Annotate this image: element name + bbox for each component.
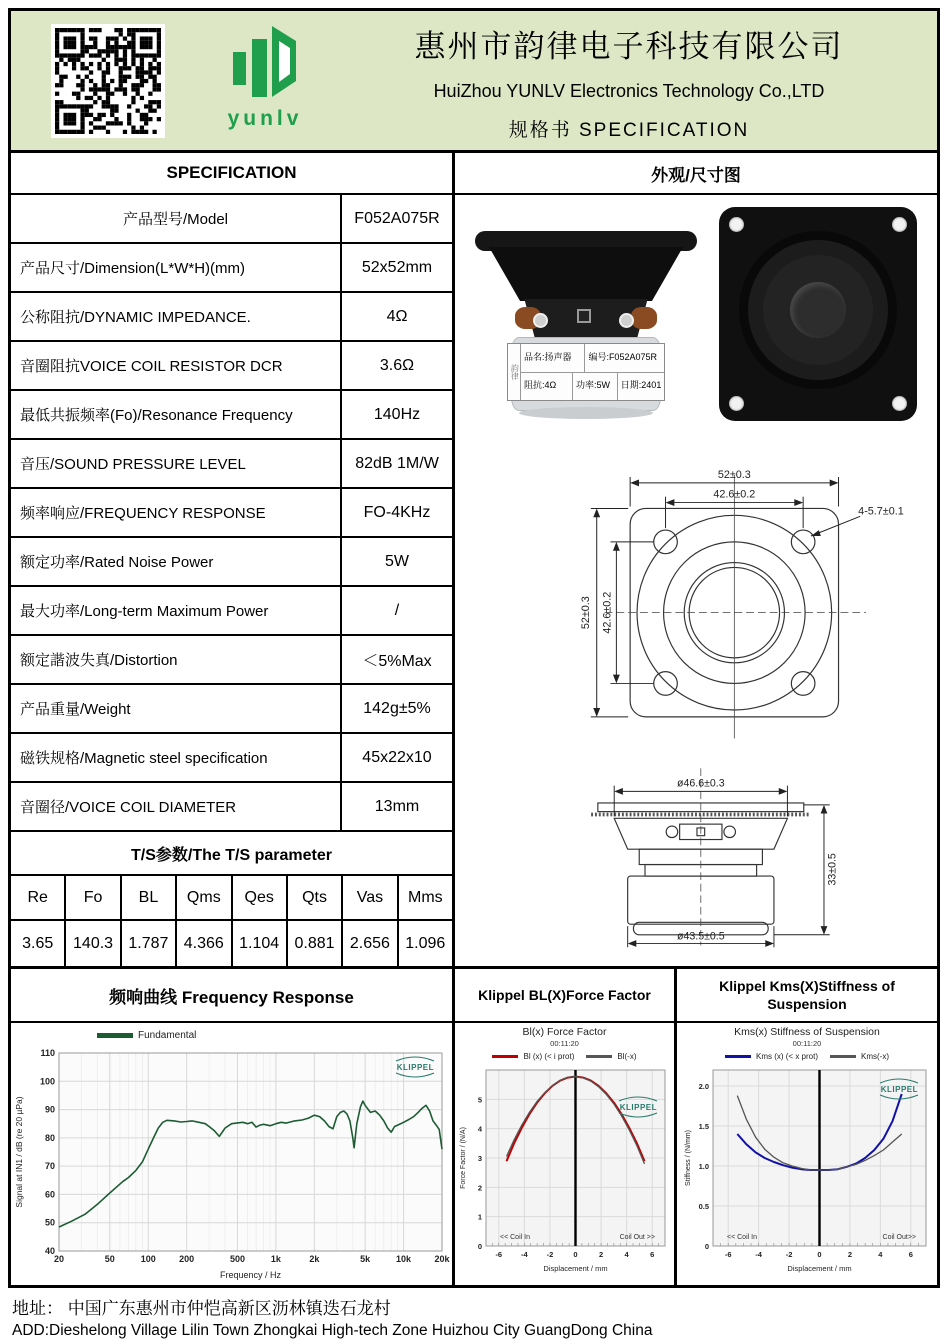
table-row <box>11 342 452 391</box>
front-view-photo <box>717 203 921 425</box>
legend-item <box>492 1052 574 1061</box>
legend-label: Kms (x) (< x prot) <box>755 1051 818 1061</box>
svg-text:4: 4 <box>877 1250 882 1259</box>
legend-label: Bl(-x) <box>617 1051 637 1061</box>
spec-row-label: 产品型号/Model <box>11 195 342 242</box>
company-logo <box>207 23 323 145</box>
chart-legend <box>725 1050 889 1062</box>
company-name-en: HuiZhou YUNLV Electronics Technology Co.,LTD <box>433 81 825 101</box>
spec-row-value: 140Hz <box>373 405 421 423</box>
frequency-response-chart <box>11 1023 455 1288</box>
spec-row-label: 音圈径/VOICE COIL DIAMETER <box>11 783 342 830</box>
spec-row-label: 产品尺寸/Dimension(L*W*H)(mm) <box>11 244 342 291</box>
dim-side-bottom-diameter: ø43.5±0.5 <box>677 930 725 943</box>
spec-row-value: FO-4KHz <box>363 503 431 521</box>
svg-text:Displacement / mm: Displacement / mm <box>543 1264 608 1273</box>
spec-row-value: 4Ω <box>386 307 408 325</box>
spec-row-value: 82dB 1M/W <box>355 454 439 472</box>
company-name-cn: 惠州市韵律电子科技有限公司 <box>414 29 844 64</box>
svg-text:<< Coil In: << Coil In <box>500 1234 530 1241</box>
label-table <box>521 344 664 400</box>
kms-stiffness-title: Klippel Kms(X)Stiffness of Suspension <box>719 977 895 1012</box>
svg-text:-2: -2 <box>546 1250 554 1259</box>
qr-code <box>51 24 165 138</box>
table-row <box>11 783 452 832</box>
svg-text:-6: -6 <box>495 1250 503 1259</box>
frequency-response-canvas <box>13 1043 450 1281</box>
ts-header-row <box>11 876 452 921</box>
specification-table <box>11 153 455 966</box>
svg-text:KLIPPEL: KLIPPEL <box>880 1085 918 1094</box>
svg-text:0: 0 <box>816 1250 822 1259</box>
screw-hole <box>729 217 744 232</box>
legend-label: Bl (x) (< i prot) <box>523 1051 575 1061</box>
ts-header: Qts <box>288 876 343 919</box>
ts-header: Vas <box>343 876 398 919</box>
svg-text:0: 0 <box>704 1242 709 1251</box>
main-area <box>11 153 937 966</box>
legend-swatch <box>830 1055 856 1058</box>
legend-item <box>725 1052 818 1061</box>
logo-wordmark: yunlv <box>227 107 303 130</box>
svg-text:50: 50 <box>104 1254 115 1264</box>
legend-swatch <box>725 1055 751 1058</box>
table-row <box>11 489 452 538</box>
speaker-dust-cap <box>790 282 846 338</box>
svg-text:Coil Out>>: Coil Out>> <box>882 1234 916 1241</box>
svg-text:-4: -4 <box>754 1250 762 1259</box>
charts-section <box>11 966 937 1288</box>
label-brand: 韵律 <box>508 344 521 400</box>
table-row <box>11 391 452 440</box>
label-code: 编号:F052A075R <box>588 351 657 362</box>
svg-text:1.5: 1.5 <box>698 1122 709 1131</box>
kms-chart-canvas <box>681 1062 934 1274</box>
ts-value: 0.881 <box>288 921 343 966</box>
svg-text:Displacement / mm: Displacement / mm <box>786 1264 852 1273</box>
label-row <box>521 373 664 401</box>
legend-label: Fundamental <box>138 1029 197 1041</box>
ts-value-row <box>11 921 452 966</box>
charts-body-row <box>11 1023 937 1288</box>
terminal-lug <box>533 313 548 328</box>
dim-overall-height: 52±0.3 <box>579 596 592 630</box>
legend-swatch <box>97 1033 133 1038</box>
ts-header: Re <box>11 876 66 919</box>
side-view-photo <box>471 203 703 431</box>
ts-value: 140.3 <box>66 921 121 966</box>
svg-text:110: 110 <box>40 1048 55 1058</box>
spec-row-label: 公称阻抗/DYNAMIC IMPEDANCE. <box>11 293 342 340</box>
svg-text:Coil Out >>: Coil Out >> <box>619 1234 655 1241</box>
address-en: ADD:Dieshelong Village Lilin Town Zhongkai High-tech Zone Huizhou City GuangDong China <box>12 1322 653 1339</box>
spec-row-label: 音圈阻抗VOICE COIL RESISTOR DCR <box>11 342 342 389</box>
spec-row-value: / <box>394 601 400 619</box>
label-date: 日期:2401 <box>620 380 662 391</box>
spec-row-label: 额定諧波失真/Distortion <box>11 636 342 683</box>
svg-text:6: 6 <box>908 1250 913 1259</box>
label-impedance: 阻抗:4Ω <box>521 373 573 401</box>
product-label <box>507 343 665 401</box>
document-frame <box>8 8 940 1288</box>
dim-hole-spacing-v: 42.6±0.2 <box>601 591 614 634</box>
svg-text:2.0: 2.0 <box>698 1082 709 1091</box>
svg-text:100: 100 <box>140 1254 156 1264</box>
legend-label: Kms(-x) <box>861 1051 889 1061</box>
svg-text:2: 2 <box>847 1250 852 1259</box>
svg-text:20: 20 <box>53 1254 65 1264</box>
speaker-bottom-plate <box>519 407 653 419</box>
table-row <box>11 244 452 293</box>
legend-item <box>586 1052 636 1061</box>
footer-address <box>12 1294 652 1340</box>
ts-header: BL <box>122 876 177 919</box>
svg-text:200: 200 <box>179 1254 195 1264</box>
table-row <box>11 538 452 587</box>
product-photos <box>455 195 937 433</box>
bl-force-factor-chart <box>455 1023 677 1288</box>
svg-text:50: 50 <box>44 1217 55 1228</box>
legend-swatch <box>492 1055 518 1058</box>
svg-text:70: 70 <box>44 1161 55 1172</box>
spec-row-label: 频率响应/FREQUENCY RESPONSE <box>11 489 342 536</box>
ts-value: 1.096 <box>405 934 446 952</box>
chart-legend <box>492 1050 636 1062</box>
kms-stiffness-chart <box>677 1023 937 1288</box>
spec-row-label: 额定功率/Rated Noise Power <box>11 538 342 585</box>
svg-text:Stiffness / (N/mm): Stiffness / (N/mm) <box>684 1130 692 1186</box>
front-dimension-drawing <box>465 435 927 751</box>
svg-text:KLIPPEL: KLIPPEL <box>396 1063 434 1072</box>
svg-text:1k: 1k <box>270 1254 281 1264</box>
chart-title: Bl(x) Force Factor <box>522 1026 607 1038</box>
svg-text:-2: -2 <box>785 1250 792 1259</box>
svg-text:-4: -4 <box>521 1250 528 1259</box>
spec-row-label: 最大功率/Long-term Maximum Power <box>11 587 342 634</box>
doc-type-title: 规格书 SPECIFICATION <box>508 120 750 141</box>
charts-header-row <box>11 969 937 1023</box>
dim-hole-spacing-h: 42.6±0.2 <box>713 488 756 501</box>
screw-hole <box>729 396 744 411</box>
svg-text:60: 60 <box>44 1189 55 1200</box>
chart-subtitle: 00:11:20 <box>792 1039 822 1048</box>
appearance-title: 外观/尺寸图 <box>455 153 937 195</box>
svg-text:2k: 2k <box>309 1254 320 1264</box>
speaker-cone-side <box>489 247 683 301</box>
bl-chart-canvas <box>456 1062 673 1274</box>
speaker-coil <box>631 307 657 329</box>
ts-header: Qes <box>233 876 288 919</box>
ts-value: 4.366 <box>177 921 232 966</box>
table-row <box>11 734 452 783</box>
label-power: 功率:5W <box>573 373 618 401</box>
legend-item <box>97 1030 196 1041</box>
svg-text:100: 100 <box>39 1076 55 1087</box>
ts-header: Qms <box>177 876 232 919</box>
spec-row-value: ＜5%Max <box>362 653 432 670</box>
legend-item <box>830 1052 889 1061</box>
spec-row-value: 45x22x10 <box>362 748 432 766</box>
svg-text:4: 4 <box>477 1124 482 1134</box>
svg-text:500: 500 <box>229 1254 245 1264</box>
address-cn: 地址： 中国广东惠州市仲恺高新区沥林镇迭石龙村 <box>12 1299 391 1318</box>
svg-text:-6: -6 <box>724 1250 732 1259</box>
spec-row-value: 52x52mm <box>361 258 433 276</box>
spec-row-value: 3.6Ω <box>379 356 415 374</box>
svg-text:5: 5 <box>477 1095 482 1105</box>
ts-header: Fo <box>66 876 121 919</box>
table-row <box>11 293 452 342</box>
table-row <box>11 440 452 489</box>
svg-text:80: 80 <box>44 1132 55 1143</box>
svg-text:KLIPPEL: KLIPPEL <box>619 1103 657 1112</box>
svg-text:90: 90 <box>44 1104 55 1115</box>
svg-text:2: 2 <box>477 1183 482 1193</box>
svg-text:1: 1 <box>477 1212 482 1222</box>
table-row <box>11 685 452 734</box>
legend-swatch <box>586 1055 612 1058</box>
dim-hole-callout: 4-5.7±0.1 <box>858 505 904 518</box>
svg-text:40: 40 <box>44 1246 55 1256</box>
svg-text:Force Factor / (N/A): Force Factor / (N/A) <box>460 1127 467 1189</box>
ts-value: 2.656 <box>343 921 398 966</box>
svg-text:10k: 10k <box>396 1254 412 1264</box>
screw-hole <box>892 217 907 232</box>
svg-text:0.5: 0.5 <box>698 1202 709 1211</box>
side-dimension-drawing <box>465 751 927 955</box>
spec-row-value: 142g±5% <box>363 699 431 717</box>
appearance-panel <box>455 153 937 966</box>
bl-force-factor-title: Klippel BL(X)Force Factor <box>455 969 677 1021</box>
spec-row-value: F052A075R <box>354 209 440 227</box>
spec-row-value: 5W <box>385 552 409 570</box>
ts-header: Mms <box>407 888 443 906</box>
label-name: 品名:扬声器 <box>521 344 585 372</box>
terminal-block <box>577 309 591 323</box>
svg-text:<< Coil In: << Coil In <box>726 1234 757 1241</box>
svg-text:2: 2 <box>598 1250 604 1259</box>
svg-text:5k: 5k <box>360 1254 371 1264</box>
svg-text:0: 0 <box>573 1250 578 1259</box>
svg-text:20k: 20k <box>434 1254 450 1264</box>
svg-text:3: 3 <box>477 1154 482 1163</box>
frequency-response-title: 频响曲线 Frequency Response <box>11 969 455 1021</box>
svg-text:Signal at IN1 / dB (re 20 µPa): Signal at IN1 / dB (re 20 µPa) <box>14 1096 24 1208</box>
label-row <box>521 344 664 373</box>
svg-text:1.0: 1.0 <box>698 1162 709 1171</box>
ts-value: 1.787 <box>122 921 177 966</box>
ts-value: 3.65 <box>11 921 66 966</box>
dim-side-top-diameter: ø46.6±0.3 <box>677 777 725 790</box>
svg-text:6: 6 <box>650 1250 655 1259</box>
chart-title: Kms(x) Stiffness of Suspension <box>734 1026 880 1038</box>
qr-code-image <box>55 28 161 134</box>
dim-overall-width: 52±0.3 <box>717 468 751 481</box>
chart-legend <box>97 1027 450 1043</box>
svg-text:0: 0 <box>477 1242 482 1251</box>
screw-hole <box>892 396 907 411</box>
terminal-lug <box>619 313 634 328</box>
table-row <box>11 587 452 636</box>
spec-row-label: 音压/SOUND PRESSURE LEVEL <box>11 440 342 487</box>
chart-subtitle: 00:11:20 <box>550 1039 579 1048</box>
svg-text:Frequency / Hz: Frequency / Hz <box>219 1270 282 1280</box>
table-row <box>11 636 452 685</box>
svg-text:4: 4 <box>624 1250 629 1259</box>
ts-parameter-title: T/S参数/The T/S parameter <box>11 832 452 876</box>
spec-row-label: 最低共振频率(Fo)/Resonance Frequency <box>11 391 342 438</box>
header <box>11 11 937 153</box>
spec-row-value: 13mm <box>374 797 420 815</box>
header-text <box>329 21 929 142</box>
speaker-logo-icon <box>230 25 300 103</box>
ts-value: 1.104 <box>233 921 288 966</box>
dim-side-height: 33±0.5 <box>826 853 839 886</box>
table-row <box>11 195 452 244</box>
spec-row-label: 磁铁规格/Magnetic steel specification <box>11 734 342 781</box>
spec-row-label: 产品重量/Weight <box>11 685 342 732</box>
spec-title: SPECIFICATION <box>11 153 452 195</box>
appearance-body <box>455 195 937 966</box>
